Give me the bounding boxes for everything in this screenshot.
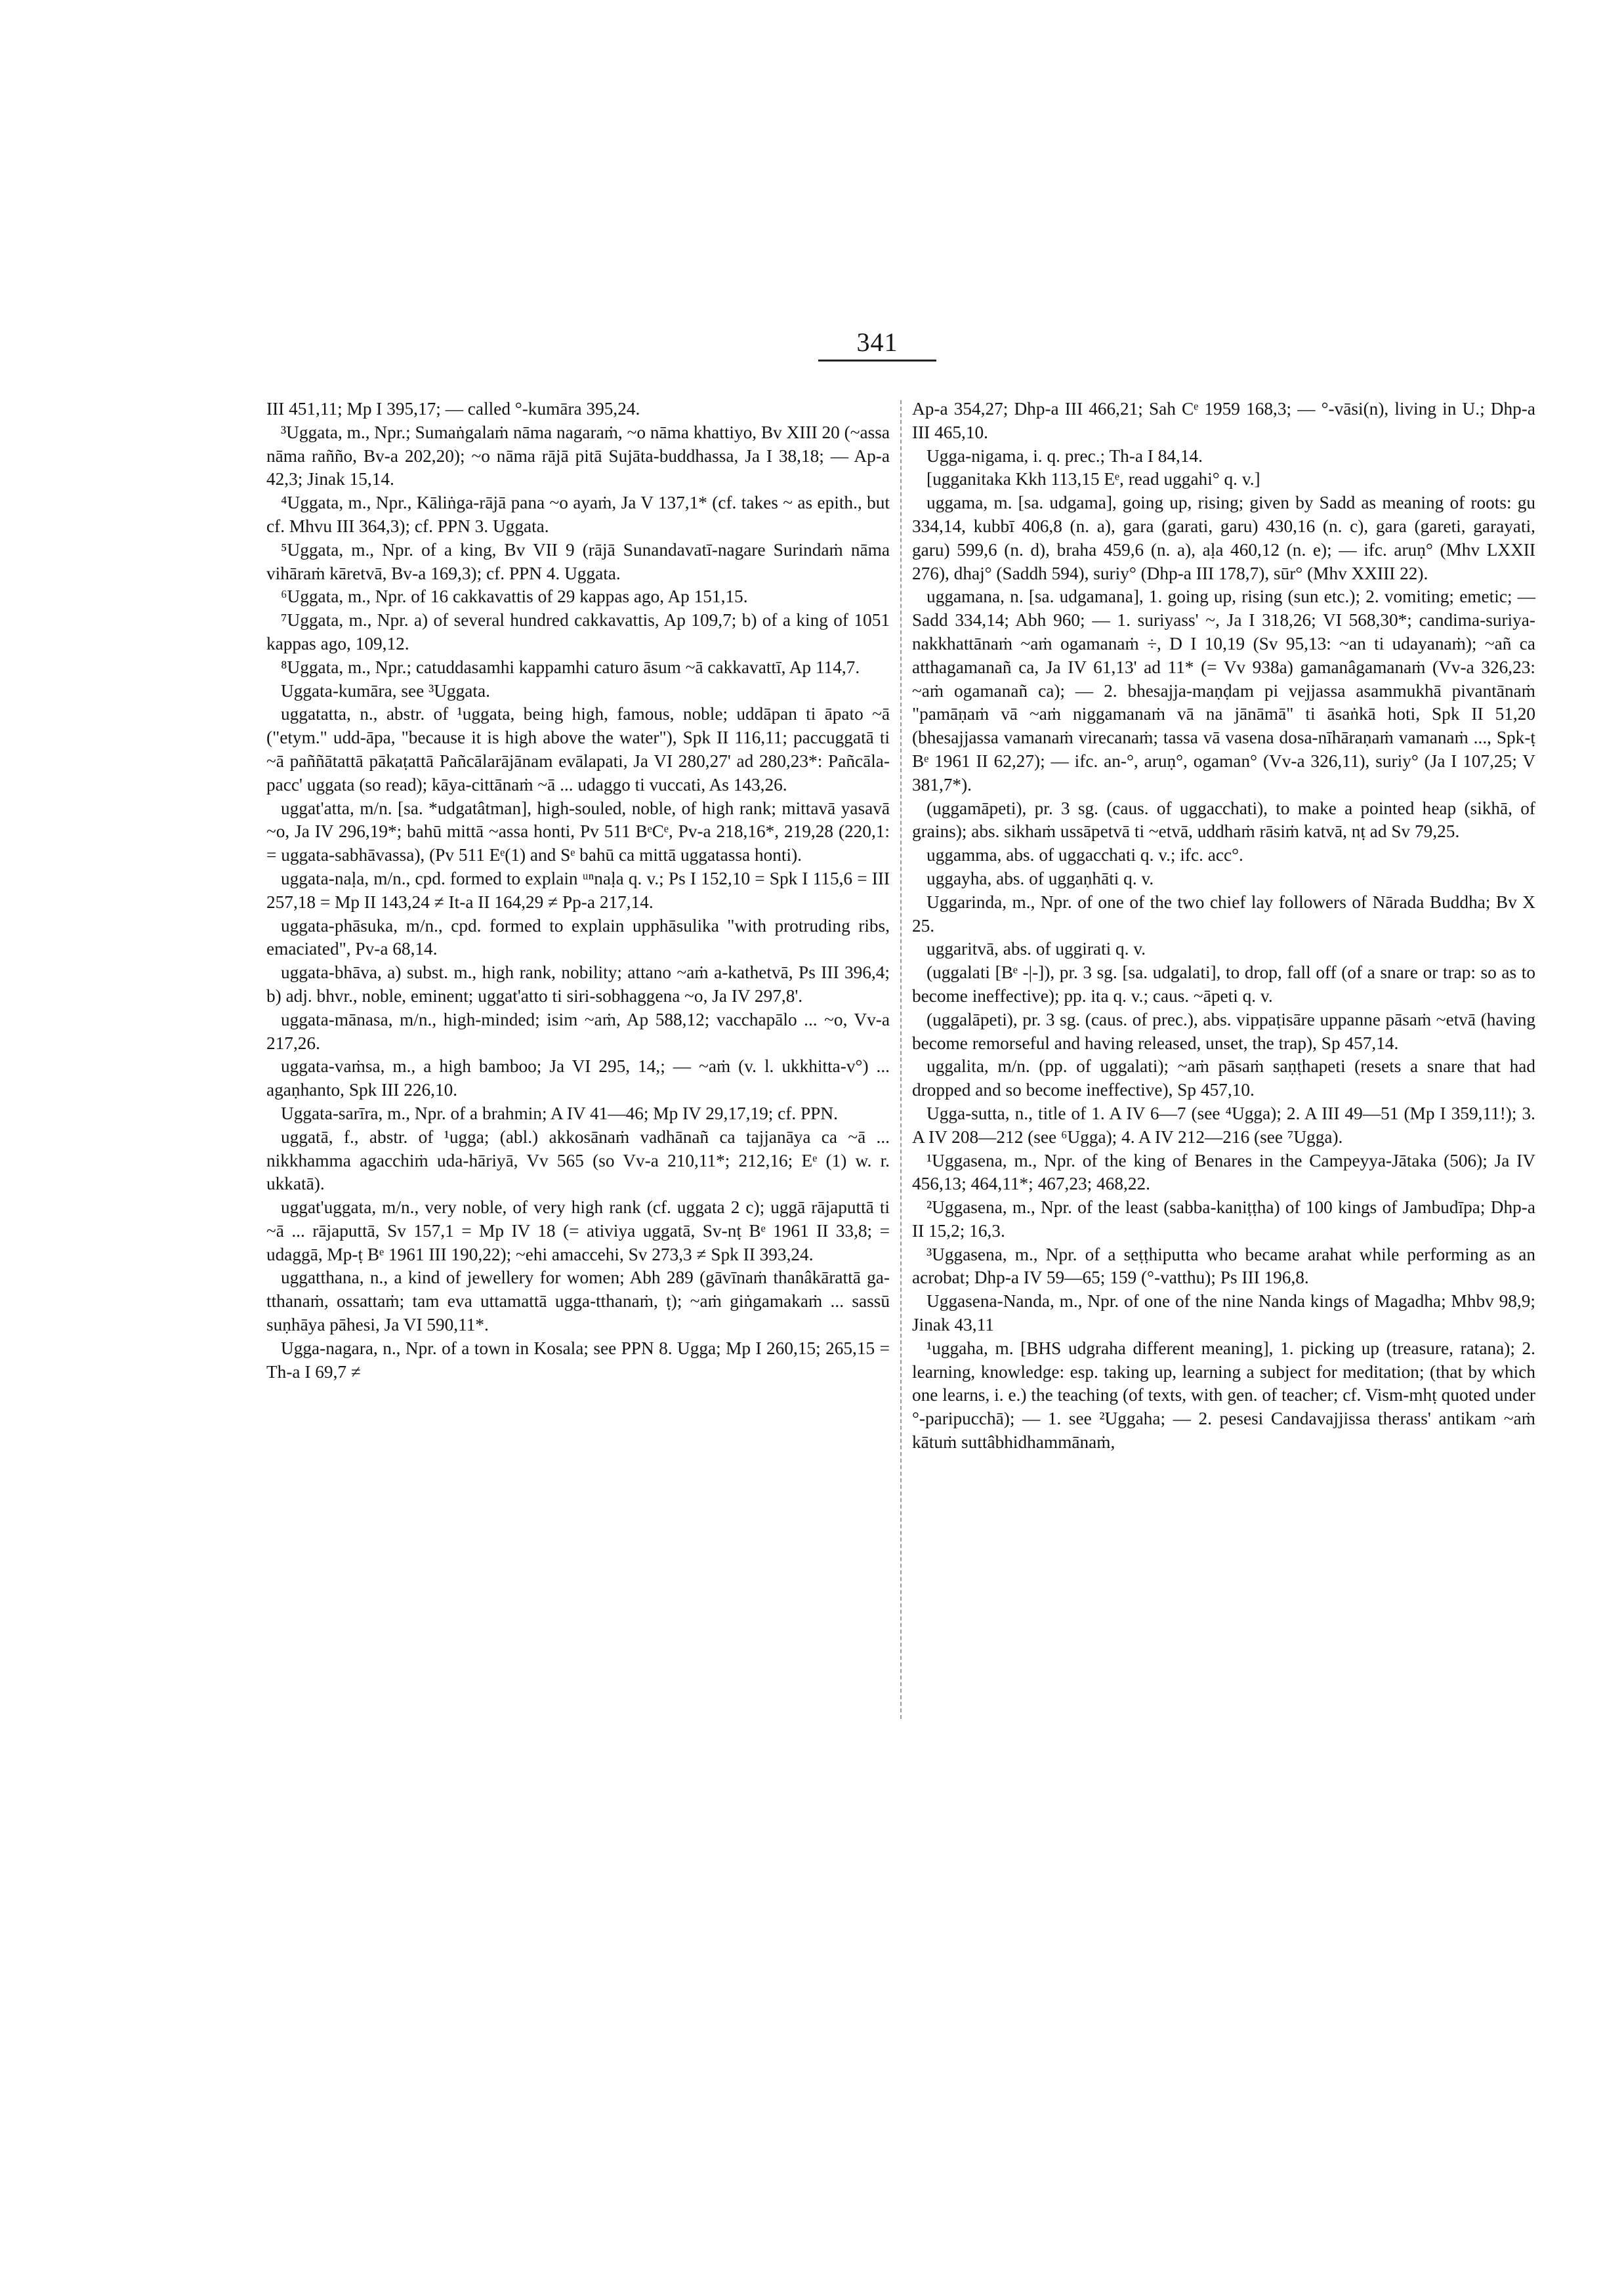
entry: uggata-bhāva, a) subst. m., high rank, nobility; attano ~aṁ a-kathetvā, Ps III 396,4; b) adj. bhvr., noble, eminent; uggat'atto ti siri-sobhaggena ~o, Ja IV 297,8'. [266, 962, 890, 1006]
entry: uggatā, f., abstr. of ¹ugga; (abl.) akkosānaṁ vadhānañ ca tajjanāya ca ~ā ... nikkhamma agacchiṁ uda-hāriyā, Vv 565 (so Vv-a 210,11*; 212,16; Eᵉ (1) w. r. ukkatā). [266, 1127, 890, 1194]
entry: uggamana, n. [sa. udgamana], 1. going up, rising (sun etc.); 2. vomiting; emetic; — Sadd 334,14; Abh 960; — 1. suriyass' ~, Ja I 318,26; VI 568,30*; candima-suriya-nakkhattānaṁ ~aṁ ogamanaṁ ÷, D I 10,19 (Sv 95,13: ~an ti udayanaṁ); ~añ ca atthagamanañ ca, Ja IV 61,13' ad 11* (= Vv 938a) gamanâgamanaṁ (Vv-a 326,23: ~aṁ ogamanañ ca); — 2. bhesajja-maṇḍam pi vejjassa asammukhā pivantānaṁ "pamāṇaṁ vā ~aṁ niggamanaṁ vā na jānāmā" ti āsaṅkā hoti, Spk II 51,20 (bhesajjassa vamanaṁ virecanaṁ; tassa vā vasena dosa-nīhāraṇaṁ vamanaṁ ..., Spk-ṭ Bᵉ 1961 II 62,27); — ifc. an-°, aruṇ°, ogaman° (Vv-a 326,11), suriy° (Ja I 107,25; V 381,7*). [912, 587, 1535, 795]
entry: uggalita, m/n. (pp. of uggalati); ~aṁ pāsaṁ saṇṭhapeti (resets a snare that had dropped and so become ineffective), Sp 457,10. [912, 1056, 1535, 1100]
entry: (uggamāpeti), pr. 3 sg. (caus. of uggacchati), to make a pointed heap (sikhā, of grains); abs. sikhaṁ ussāpetvā ti ~etvā, uddhaṁ rāsiṁ katvā, nṭ ad Sv 79,25. [912, 798, 1535, 842]
column-divider [900, 400, 902, 1719]
header-rule [818, 360, 936, 362]
entry: Uggarinda, m., Npr. of one of the two chief lay followers of Nārada Buddha; Bv X 25. [912, 892, 1535, 936]
entry: III 451,11; Mp I 395,17; — called °-kumāra 395,24. [266, 399, 640, 419]
entry: ⁴Uggata, m., Npr., Kāliṅga-rājā pana ~o ayaṁ, Ja V 137,1* (cf. takes ~ as epith., but cf. Mhvu III 364,3); cf. PPN 3. Uggata. [266, 493, 890, 536]
entry: uggata-naḷa, m/n., cpd. formed to explain ᵘⁿnaḷa q. v.; Ps I 152,10 = Spk I 115,6 = III 257,18 = Mp II 143,24 ≠ It-a II 164,29 ≠ Pp-a 217,14. [266, 868, 890, 912]
entry: ³Uggata, m., Npr.; Sumaṅgalaṁ nāma nagaraṁ, ~o nāma khattiyo, Bv XIII 20 (~assa nāma rañño, Bv-a 202,20); ~o nāma rājā pitā Sujāta-buddhassa, Ja I 38,18; — Ap-a 42,3; Jinak 15,14. [266, 422, 890, 489]
entry: Uggata-kumāra, see ³Uggata. [281, 680, 490, 701]
entry: (uggalāpeti), pr. 3 sg. (caus. of prec.), abs. vippaṭisāre uppanne pāsaṁ ~etvā (having become remorseful and having released, unset, the trap), Sp 457,14. [912, 1009, 1535, 1053]
entry: uggatatta, n., abstr. of ¹uggata, being high, famous, noble; uddāpan ti āpato ~ā ("etym." udd-āpa, "because it is high above the water"), Spk II 116,11; paccuggatā ti ~ā paññātattā pākaṭattā Pañcālarājānam evālapati, Ja VI 280,27' ad 280,23*: Pañcāla-pacc' uggata (so read); kāya-cittānaṁ ~ā ... udaggo ti vuccati, As 143,26. [266, 704, 890, 795]
entry: uggata-phāsuka, m/n., cpd. formed to explain upphāsulika "with protruding ribs, emaciated", Pv-a 68,14. [266, 915, 890, 959]
entry: [ugganitaka Kkh 113,15 Eᵉ, read uggahi° q. v.] [927, 469, 1260, 489]
entry: ⁶Uggata, m., Npr. of 16 cakkavattis of 29 kappas ago, Ap 151,15. [281, 587, 748, 607]
entry: ⁷Uggata, m., Npr. a) of several hundred cakkavattis, Ap 109,7; b) of a king of 1051 kappas ago, 109,12. [266, 610, 890, 653]
entry: ³Uggasena, m., Npr. of a seṭṭhiputta who became arahat while performing as an acrobat; Dhp-a IV 59—65; 159 (°-vatthu); Ps III 196,8. [912, 1244, 1535, 1288]
entry: uggata-mānasa, m/n., high-minded; isim ~aṁ, Ap 588,12; vacchapālo ... ~o, Vv-a 217,26. [266, 1009, 890, 1053]
entry: Ugga-sutta, n., title of 1. A IV 6—7 (see ⁴Ugga); 2. A III 49—51 (Mp I 359,11!); 3. A IV 208—212 (see ⁶Ugga); 4. A IV 212—216 (see ⁷Ugga). [912, 1103, 1535, 1147]
right-column [912, 398, 1535, 1455]
entry: ⁵Uggata, m., Npr. of a king, Bv VII 9 (rājā Sunandavatī-nagare Surindaṁ nāma vihāraṁ kāretvā, Bv-a 169,3); cf. PPN 4. Uggata. [266, 539, 890, 583]
entry: ²Uggasena, m., Npr. of the least (sabba-kaniṭṭha) of 100 kings of Jambudīpa; Dhp-a II 15,2; 16,3. [912, 1197, 1535, 1241]
entry: uggama, m. [sa. udgama], going up, rising; given by Sadd as meaning of roots: gu 334,14, kubbī 406,8 (n. a), gara (garati, garu) 430,16 (n. c), gara (gareti, garayati, garu) 599,6 (n. d), braha 459,6 (n. a), aḷa 460,12 (n. e); — ifc. aruṇ° (Mhv LXXII 276), dhaj° (Saddh 594), suriy° (Dhp-a III 178,7), sūr° (Mhv XXIII 22). [912, 493, 1535, 583]
left-column [266, 398, 890, 1384]
entry: Uggata-sarīra, m., Npr. of a brahmin; A IV 41—46; Mp IV 29,17,19; cf. PPN. [281, 1103, 838, 1123]
entry: ¹uggaha, m. [BHS udgraha different meaning], 1. picking up (treasure, ratana); 2. learning, knowledge: esp. taking up, learning a subject for meditation; (that by which one learns, i. e.) the teaching (of texts, with gen. of teacher; cf. Vism-mhṭ quoted under °-paripucchā); — 1. see ²Uggaha; — 2. pesesi Candavajjissa therass' antikam ~aṁ kātuṁ suttâbhidhammānaṁ, [912, 1338, 1535, 1453]
entry: Ugga-nigama, i. q. prec.; Th-a I 84,14. [927, 445, 1203, 466]
entry: Ugga-nagara, n., Npr. of a town in Kosala; see PPN 8. Ugga; Mp I 260,15; 265,15 = Th-a I 69,7 ≠ [266, 1338, 890, 1382]
entry: uggamma, abs. of uggacchati q. v.; ifc. acc°. [927, 845, 1243, 865]
entry: uggatthana, n., a kind of jewellery for women; Abh 289 (gāvīnaṁ thanâkārattā ga-tthanaṁ, ossattaṁ; tam eva uttamattā ugga-tthanaṁ, ṭ); ~aṁ giṅgamakaṁ ... sassū suṇhāya pāhesi, Ja VI 590,11*. [266, 1268, 890, 1335]
entry: uggaritvā, abs. of uggirati q. v. [927, 939, 1146, 959]
entry: (uggalati [Bᵉ -|-]), pr. 3 sg. [sa. udgalati], to drop, fall off (of a snare or trap: so as to become ineffective); pp. ita q. v.; caus. ~āpeti q. v. [912, 962, 1535, 1006]
entry: ¹Uggasena, m., Npr. of the king of Benares in the Campeyya-Jātaka (506); Ja IV 456,13; 464,11*; 467,23; 468,22. [912, 1150, 1535, 1194]
page-number: 341 [856, 327, 898, 357]
entry: uggat'uggata, m/n., very noble, of very high rank (cf. uggata 2 c); uggā rājaputtā ti ~ā ... rājaputtā, Sv 157,1 = Mp IV 18 (= ativiya uggatā, Sv-nṭ Bᵉ 1961 II 33,8; = udaggā, Mp-ṭ Bᵉ 1961 III 190,22); ~ehi amaccehi, Sv 273,3 ≠ Spk II 393,24. [266, 1197, 890, 1264]
entry: Uggasena-Nanda, m., Npr. of one of the nine Nanda kings of Magadha; Mhbv 98,9; Jinak 43,11 [912, 1291, 1535, 1335]
entry: uggayha, abs. of uggaṇhāti q. v. [927, 868, 1154, 888]
entry: uggat'atta, m/n. [sa. *udgatâtman], high-souled, noble, of high rank; mittavā yasavā ~o, Ja IV 296,19*; bahū mittā ~assa honti, Pv 511 BᵉCᵉ, Pv-a 218,16*, 219,28 (220,1: = uggata-sabhāvassa), (Pv 511 Eᵉ(1) and Sᵉ bahū ca mittā uggatassa honti). [266, 798, 890, 865]
entry: uggata-vaṁsa, m., a high bamboo; Ja VI 295, 14,; — ~aṁ (v. l. ukkhitta-v°) ... agaṇhanto, Spk III 226,10. [266, 1056, 890, 1100]
entry: ⁸Uggata, m., Npr.; catuddasamhi kappamhi caturo āsum ~ā cakkavattī, Ap 114,7. [281, 657, 860, 677]
entry: Ap-a 354,27; Dhp-a III 466,21; Sah Cᵉ 1959 168,3; — °-vāsi(n), living in U.; Dhp-a III 465,10. [912, 399, 1535, 442]
